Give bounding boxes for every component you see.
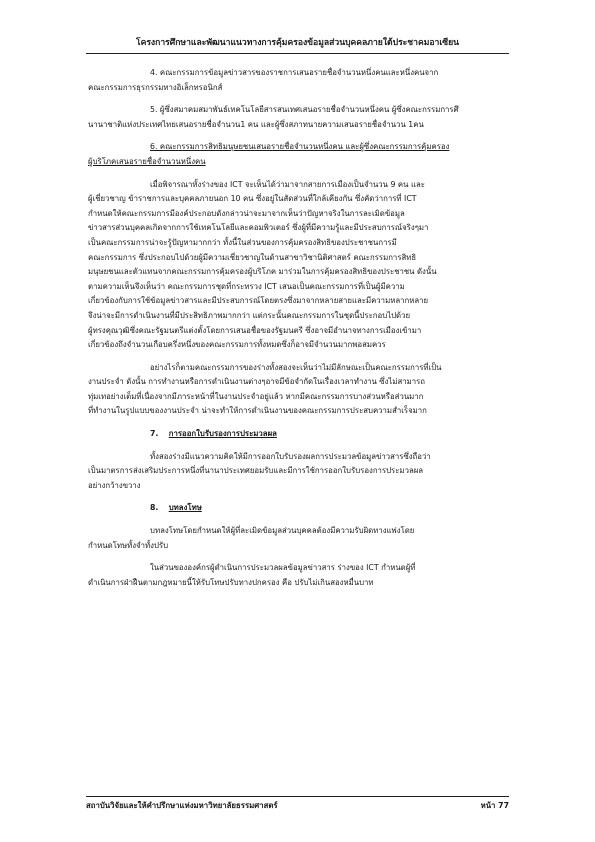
text-line: ผู้เชี่ยวชาญ ข้าราชการและบุคคลภายนอก 10 คน ซึ่งอยู่ในสัดส่วนที่ใกล้เคียงกัน ซึ่งคัดว่าการที่ ICT bbox=[88, 194, 417, 204]
footer-institution: สถาบันวิจัยและให้คำปรึกษาแห่งมหาวิทยาลัยธรรมศาสตร์ bbox=[86, 801, 278, 810]
paragraph bbox=[88, 524, 507, 553]
text-line: เมื่อพิจารณาทั้งร่างของ ICT จะเห็นได้ว่ามาจากสายการเมืองเป็นจำนวน 9 คน และ bbox=[150, 179, 425, 189]
text-line: งานประจำ ดังนั้น การทำงานหรือการดำเนินงานต่างๆอาจมีข้อจำกัดในเรื่องเวลาทำงาน ซึ่งไม่สามารถ bbox=[88, 377, 426, 387]
text-line: ที่ทำงานในรูปแบบของงานประจำ น่าจะทำให้การดำเนินงานของคณะกรรมการประสบความสำเร็จมาก bbox=[88, 406, 427, 416]
paragraph bbox=[88, 361, 507, 419]
header-title: โครงการศึกษาและพัฒนาแนวทางการคุ้มครองข้อมูลส่วนบุคคลภายใต้ประชาคมอาเซียน bbox=[135, 38, 460, 48]
section-number: 8. bbox=[150, 503, 159, 513]
page-number: หน้า 77 bbox=[480, 801, 509, 810]
text-line: กำหนดโทษทั้งจำทั้งปรับ bbox=[88, 540, 169, 550]
document-body bbox=[88, 66, 507, 590]
text-line: บทลงโทษโดยกำหนดให้ผู้ที่ละเมิดข้อมูลส่วนบุคคลต้องมีความรับผิดทางแพ่งโดย bbox=[150, 526, 415, 536]
section-title: บทลงโทษ bbox=[168, 503, 202, 513]
section-heading bbox=[88, 427, 507, 442]
text-line: เกี่ยวข้องกับการใช้ข้อมูลข่าวสารและมีประสบการณ์โดยตรงซึ่งมาจากหลายสายและมีความหลากหลาย bbox=[88, 296, 429, 306]
text-line: ตามความเห็นจึงเห็นว่า คณะกรรมการชุดที่กระทรวง ICT เสนอเป็นคณะกรรมการที่เป็นผู้มีความ bbox=[88, 281, 405, 291]
section-heading bbox=[88, 501, 507, 516]
text-line: เกี่ยวข้องถึงจำนวนเกือบครึ่งหนึ่งของคณะกรรมการทั้งหมดซึ่งก็อาจมีจำนวนมากพอสมควร bbox=[88, 340, 386, 350]
text-line: ในส่วนขององค์กรผู้ดำเนินการประมวลผลข้อมูลข่าวสาร ร่างของ ICT กำหนดผู้ที่ bbox=[150, 563, 416, 573]
section-title: การออกใบรับรองการประมวลผล bbox=[168, 429, 277, 439]
text-line: 5. ผู้ซึ่งสมาคมสมาพันธ์เทคโนโลยีสารสนเทศเสนอรายชื่อจำนวนหนึ่งคน ผู้ซึ่งคณะกรรมการศึ bbox=[150, 105, 459, 115]
text-line: อย่างไรก็ตามคณะกรรมการของร่างทั้งสองจะเห็นว่าไม่มีลักษณะเป็นคณะกรรมการที่เป็น bbox=[150, 362, 442, 372]
text-line: 6. คณะกรรมการสิทธิมนุษยชนเสนอรายชื่อจำนวนหนึ่งคน และผู้ซึ่งคณะกรรมการคุ้มครอง bbox=[150, 142, 450, 152]
text-line: ผู้บริโภคเสนอรายชื่อจำนวนหนึ่งคน bbox=[88, 156, 206, 166]
text-line: มนุษยชนและตัวแทนจากคณะกรรมการคุ้มครองผู้บริโภค มาร่วมในการคุ้มครองสิทธิของประชาชน ดังนั้น bbox=[88, 267, 437, 277]
text-line: ผู้ทรงคุณวุฒิซึ่งคณะรัฐมนตรีแต่งตั้งโดยการเสนอชื่อของรัฐมนตรี ซึ่งอาจมีอำนาจทางการเมืองเข้ามา bbox=[88, 325, 422, 335]
text-line: ข่าวสารส่วนบุคคลเกิดจากการใช้เทคโนโลยีและคอมพิวเตอร์ ซึ่งผู้ที่มีความรู้และมีประสบการณ์จริงๆมา bbox=[88, 223, 429, 233]
list-item bbox=[88, 66, 507, 95]
paragraph bbox=[88, 178, 507, 353]
text-line: ทุ่มเทอย่างเต็มที่เนื่องจากมีภาระหน้าที่ในงานประจำอยู่แล้ว หากมีคณะกรรมการบางส่วนหรือส่วนมาก bbox=[88, 391, 424, 401]
paragraph bbox=[88, 450, 507, 494]
header-rule bbox=[86, 53, 509, 54]
list-item bbox=[88, 140, 507, 169]
page-header bbox=[86, 37, 509, 49]
text-line: คณะกรรมการ ซึ่งประกอบไปด้วยผู้มีความเชี่ยวชาญในด้านสาขาวิชานิติศาสตร์ คณะกรรมการสิทธิ bbox=[88, 252, 417, 262]
text-line: จึงน่าจะมีการดำเนินงานที่มีประสิทธิภาพมากกว่า แต่กระนั้นคณะกรรมการในชุดนี้ประกอบไปด้วย bbox=[88, 310, 411, 320]
footer-rule bbox=[86, 796, 509, 797]
paragraph bbox=[88, 561, 507, 590]
text-line: คณะกรรมการธุรกรรมทางอิเล็กทรอนิกส์ bbox=[88, 82, 223, 92]
text-line: ทั้งสองร่างมีแนวความคิดให้มีการออกใบรับรองผลการประมวลข้อมูลข่าวสารซึ่งถือว่า bbox=[150, 451, 431, 461]
text-line: เป็นมาตรการส่งเสริมประการหนึ่งที่นานาประเทศยอมรับและมีการใช้การออกใบรับรองการประมวลผล bbox=[88, 466, 424, 476]
list-item bbox=[88, 103, 507, 132]
text-line: กำหนดให้คณะกรรมการมีองค์ประกอบดังกล่าวน่าจะมาจากเห็นว่าปัญหาจริงในการละเมิดข้อมูล bbox=[88, 208, 405, 218]
section-number: 7. bbox=[150, 429, 159, 439]
text-line: 4. คณะกรรมการข้อมูลข่าวสารของราชการเสนอรายชื่อจำนวนหนึ่งคนและหนึ่งคนจาก bbox=[150, 68, 439, 77]
text-line: ดำเนินการฝ่าฝืนตามกฎหมายนี้ให้รับโทษปรับทางปกครอง คือ ปรับไม่เกินสองหมื่นบาท bbox=[88, 577, 374, 587]
text-line: นานาชาติแห่งประเทศไทยเสนอรายชื่อจำนวน1 คน และผู้ซึ่งสภาทนายความเสนอรายชื่อจำนวน 1คน bbox=[88, 119, 424, 129]
page-footer bbox=[86, 800, 509, 812]
text-line: อย่างกว้างขวาง bbox=[88, 480, 141, 490]
text-line: เป็นคณะกรรมการน่าจะรู้ปัญหามากกว่า ทั้งนี้ในส่วนของการคุ้มครองสิทธิของประชาชนการมี bbox=[88, 237, 397, 247]
